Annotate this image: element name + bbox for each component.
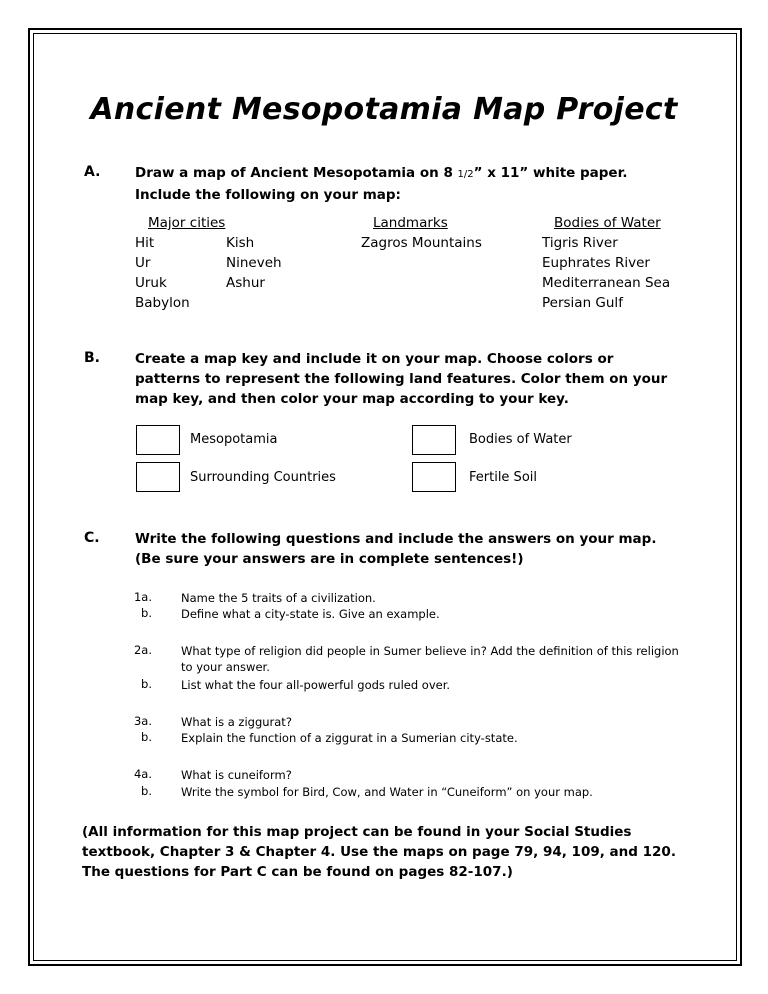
section-a-fraction: 1/2 xyxy=(457,169,474,180)
key-swatch-bodies-of-water xyxy=(412,425,456,455)
key-label-bodies-of-water: Bodies of Water xyxy=(469,432,572,447)
list-item: Zagros Mountains xyxy=(361,235,482,251)
list-item: Uruk xyxy=(135,275,167,291)
list-item: Hit xyxy=(135,235,155,251)
water-heading: Bodies of Water xyxy=(554,215,661,231)
list-item: Mediterranean Sea xyxy=(542,275,671,291)
section-a-text-after: ” x 11” white paper. Include the following on your map: xyxy=(135,165,628,203)
question-number: b. xyxy=(141,730,152,744)
key-swatch-mesopotamia xyxy=(136,425,180,455)
question-text: List what the four all-powerful gods ruled over. xyxy=(181,678,451,692)
cities-heading: Major cities xyxy=(148,215,226,231)
section-a-text-before: Draw a map of Ancient Mesopotamia on 8 xyxy=(135,165,453,181)
list-item: Persian Gulf xyxy=(542,295,623,311)
section-b-letter: B. xyxy=(84,350,100,366)
cities-list-col1 xyxy=(135,233,190,313)
list-item: Euphrates River xyxy=(542,255,650,271)
section-b-text: Create a map key and include it on your map. Choose colors or patterns to represent the following land features. Color them on your map key, and then color your map according to your key. xyxy=(135,351,668,407)
question-text: Name the 5 traits of a civilization. xyxy=(181,591,376,605)
key-label-surrounding-countries: Surrounding Countries xyxy=(190,470,336,485)
question-number: 1a. xyxy=(133,590,152,604)
list-item: Nineveh xyxy=(226,255,282,271)
list-item: Ur xyxy=(135,255,151,271)
water-list xyxy=(542,233,670,313)
page-title: Ancient Mesopotamia Map Project xyxy=(90,92,678,127)
footer-note: (All information for this map project can be found in your Social Studies textbook, Chapter 3 & Chapter 4. Use the maps on page 79, 94, 109, and 120. The questions for Part C can be found on pages 82-107.) xyxy=(82,824,676,880)
cities-list-col2 xyxy=(226,233,282,293)
key-label-fertile-soil: Fertile Soil xyxy=(469,470,537,485)
section-a-text xyxy=(135,163,680,205)
section-c-text: Write the following questions and include the answers on your map. (Be sure your answers are in complete sentences!) xyxy=(135,531,657,567)
question-number: 4a. xyxy=(133,767,152,781)
list-item: Ashur xyxy=(226,275,265,291)
list-item: Babylon xyxy=(135,295,190,311)
question-text: What is a ziggurat? xyxy=(181,715,292,729)
question-text: Define what a city-state is. Give an example. xyxy=(181,607,440,621)
question-number: 2a. xyxy=(133,643,152,657)
section-a-letter: A. xyxy=(84,164,101,180)
landmarks-heading: Landmarks xyxy=(373,215,448,231)
question-number: b. xyxy=(141,784,152,798)
question-text: Write the symbol for Bird, Cow, and Water in “Cuneiform” on your map. xyxy=(181,785,593,799)
question-number: 3a. xyxy=(133,714,152,728)
section-c-letter: C. xyxy=(84,530,100,546)
key-label-mesopotamia: Mesopotamia xyxy=(190,432,278,447)
question-text: What is cuneiform? xyxy=(181,768,292,782)
list-item: Kish xyxy=(226,235,255,251)
question-number: b. xyxy=(141,677,152,691)
list-item: Tigris River xyxy=(542,235,618,251)
key-swatch-surrounding-countries xyxy=(136,462,180,492)
question-text: Explain the function of a ziggurat in a Sumerian city-state. xyxy=(181,731,518,745)
key-swatch-fertile-soil xyxy=(412,462,456,492)
question-number: b. xyxy=(141,606,152,620)
landmarks-list xyxy=(361,233,482,253)
question-text: What type of religion did people in Sumer believe in? Add the definition of this religion to your answer. xyxy=(181,644,679,674)
